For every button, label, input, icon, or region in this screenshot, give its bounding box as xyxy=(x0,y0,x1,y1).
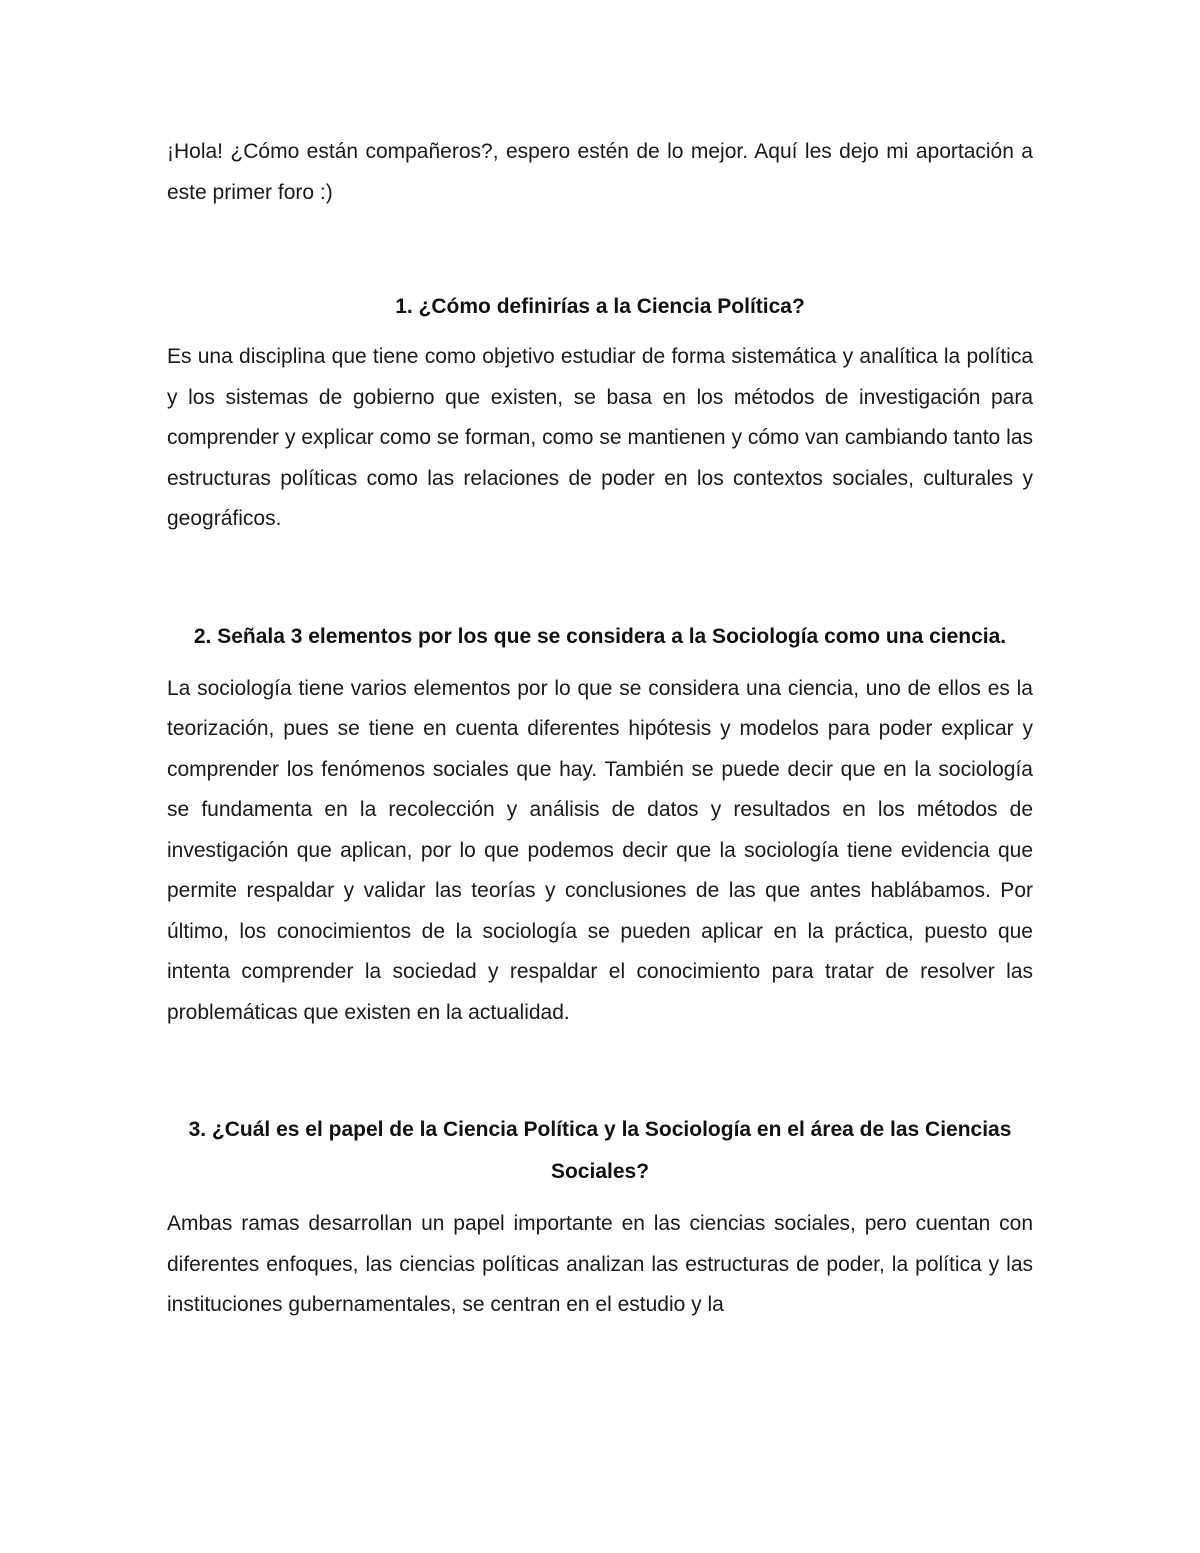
question-3-heading: 3. ¿Cuál es el papel de la Ciencia Política y la Sociología en el área de las Ciencias Sociales? xyxy=(188,1118,1012,1183)
question-1-answer: Es una disciplina que tiene como objetivo estudiar de forma sistemática y analítica la política y los sistemas de gobierno que existen, se basa en los métodos de investigación para comprender y explicar como se forman, como se mantienen y cómo van cambiando tanto las estructuras políticas como las relaciones de poder en los contextos sociales, culturales y geográficos. xyxy=(167,345,1033,530)
question-2-answer: La sociología tiene varios elementos por lo que se considera una ciencia, uno de ellos es la teorización, pues se tiene en cuenta diferentes hipótesis y modelos para poder explicar y comprender los fenómenos sociales que hay. También se puede decir que en la sociología se fundamenta en la recolección y análisis de datos y resultados en los métodos de investigación que aplican, por lo que podemos decir que la sociología tiene evidencia que permite respaldar y validar las teorías y conclusiones de las que antes hablábamos. Por último, los conocimientos de la sociología se pueden aplicar en la práctica, puesto que intenta comprender la sociedad y respaldar el conocimiento para tratar de resolver las problemáticas que existen en la actualidad. xyxy=(167,676,1033,1024)
question-2-heading: 2. Señala 3 elementos por los que se considera a la Sociología como una ciencia. xyxy=(193,624,1007,648)
document-body xyxy=(167,132,1033,1326)
intro-paragraph: ¡Hola! ¿Cómo están compañeros?, espero estén de lo mejor. Aquí les dejo mi aportación a este primer foro :) xyxy=(167,140,1033,204)
question-3-answer: Ambas ramas desarrollan un papel importante en las ciencias sociales, pero cuentan con diferentes enfoques, las ciencias políticas analizan las estructuras de poder, la política y las instituciones gubernamentales, se centran en el estudio y la xyxy=(167,1212,1033,1316)
question-1-heading: 1. ¿Cómo definirías a la Ciencia Política? xyxy=(395,295,805,318)
